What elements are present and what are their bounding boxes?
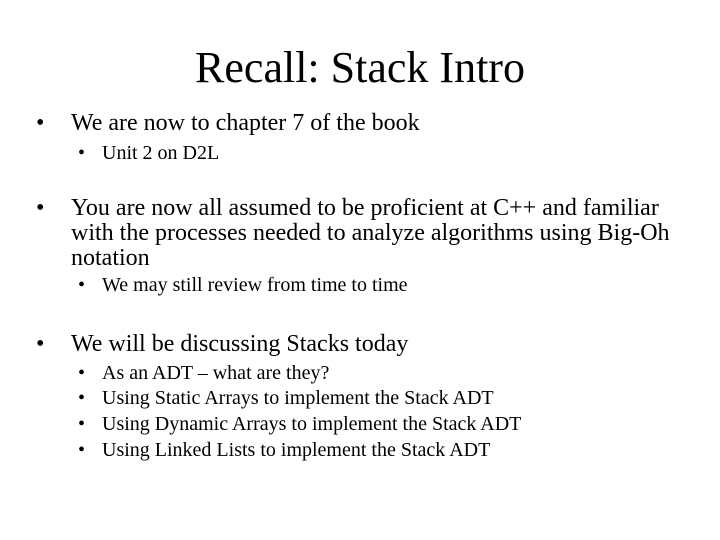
sub-bullet-dot: • [78,439,86,461]
sub-bullet-dot: • [78,142,86,164]
sub-bullet-dot: • [78,362,86,384]
bullet-dot: • [36,195,45,221]
bullet-3-sub-2-text: Using Static Arrays to implement the Stack ADT [102,387,494,409]
bullet-dot: • [36,331,45,357]
bullet-1-text: We are now to chapter 7 of the book [71,110,420,136]
bullet-3-sub-3-text: Using Dynamic Arrays to implement the Stack ADT [102,413,522,435]
bullet-1-sub-1 [78,139,678,167]
sub-bullet-dot: • [78,413,86,435]
bullet-1 [36,111,676,136]
bullet-3-text: We will be discussing Stacks today [71,331,409,357]
bullet-dot: • [36,110,45,136]
bullet-3-sub-4-text: Using Linked Lists to implement the Stack ADT [102,439,491,461]
sub-bullet-dot: • [78,274,86,296]
bullet-3-sub-4 [78,436,678,464]
bullet-3 [36,332,676,357]
bullet-3-sub-1-text: As an ADT – what are they? [102,362,330,384]
bullet-3-sub-1 [78,359,678,387]
bullet-2 [36,196,676,271]
bullet-3-sub-3 [78,410,678,438]
sub-bullet-dot: • [78,387,86,409]
bullet-2-sub-1-text: We may still review from time to time [102,274,408,296]
slide-title: Recall: Stack Intro [195,43,525,92]
bullet-2-sub-1 [78,271,678,299]
bullet-2-text: You are now all assumed to be proficient at C++ and familiar with the processes needed to analyze algorithms using Big-Oh notation [71,195,670,271]
bullet-3-sub-2 [78,384,678,412]
bullet-1-sub-1-text: Unit 2 on D2L [102,142,220,164]
